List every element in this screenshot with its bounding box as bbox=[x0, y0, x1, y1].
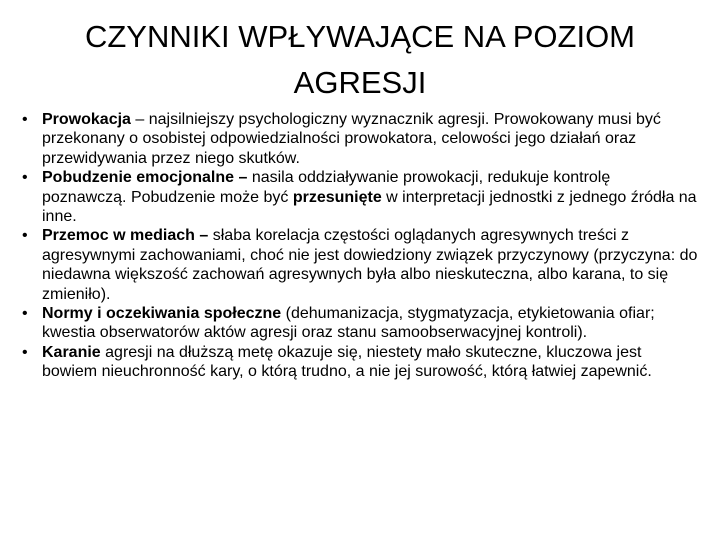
bullet-marker: • bbox=[22, 227, 28, 245]
bullet-text: – najsilniejszy psychologiczny wyznacznik agresji. Prowokowany musi być przekonany o osobistej odpowiedzialności prowokatora, celowości jego działań oraz przewidywania przez niego skutków. bbox=[42, 111, 661, 167]
bullet-heading: Karanie bbox=[42, 343, 101, 361]
bullet-text-continued: w interpretacji jednostki z jednego źródła na inne. bbox=[42, 188, 697, 226]
bullet-provocation bbox=[22, 110, 698, 168]
bullet-social-norms bbox=[22, 304, 698, 343]
bullet-heading: Przemoc w mediach – bbox=[42, 227, 209, 245]
bullet-list bbox=[22, 110, 698, 382]
bullet-emphasis: przesunięte bbox=[292, 188, 382, 206]
slide-title-line-1: CZYNNIKI WPŁYWAJĄCE NA POZIOM bbox=[84, 19, 636, 54]
slide-title-line-2: AGRESJI bbox=[293, 65, 427, 100]
bullet-heading: Normy i oczekiwania społeczne bbox=[42, 305, 282, 323]
bullet-content bbox=[42, 168, 698, 226]
bullet-marker: • bbox=[22, 305, 28, 323]
slide-title bbox=[40, 14, 680, 106]
bullet-content bbox=[42, 226, 698, 304]
bullet-punishment bbox=[22, 343, 698, 382]
bullet-emotional-arousal bbox=[22, 168, 698, 226]
bullet-content bbox=[42, 110, 698, 168]
bullet-heading: Prowokacja bbox=[42, 111, 131, 128]
bullet-content bbox=[42, 343, 698, 382]
bullet-content bbox=[42, 304, 698, 343]
bullet-text: nasila oddziaływanie prowokacji, redukuje kontrolę poznawczą. Pobudzenie może być bbox=[42, 169, 611, 206]
bullet-heading: Pobudzenie emocjonalne – bbox=[42, 169, 248, 187]
bullet-media-violence bbox=[22, 226, 698, 304]
bullet-text: słaba korelacja częstości oglądanych agresywnych treści z agresywnymi zachowaniami, choć nie jest dowiedziony związek przyczynowy (przyczyna: do niedawna większość zachowań agresywnych była albo nieskuteczna, albo karana, to się zmieniło). bbox=[42, 227, 698, 303]
bullet-marker: • bbox=[22, 111, 28, 128]
bullet-marker: • bbox=[22, 169, 28, 187]
bullet-text: agresji na dłuższą metę okazuje się, niestety mało skuteczne, kluczowa jest bowiem nieuchronność kary, o którą trudno, a nie jej surowość, którą łatwiej zapewnić. bbox=[42, 343, 652, 381]
bullet-marker: • bbox=[22, 343, 28, 361]
bullet-text: (dehumanizacja, stygmatyzacja, etykietowania ofiar; kwestia obserwatorów aktów agresji oraz stanu samoobserwacyjnej kontroli). bbox=[42, 305, 655, 342]
